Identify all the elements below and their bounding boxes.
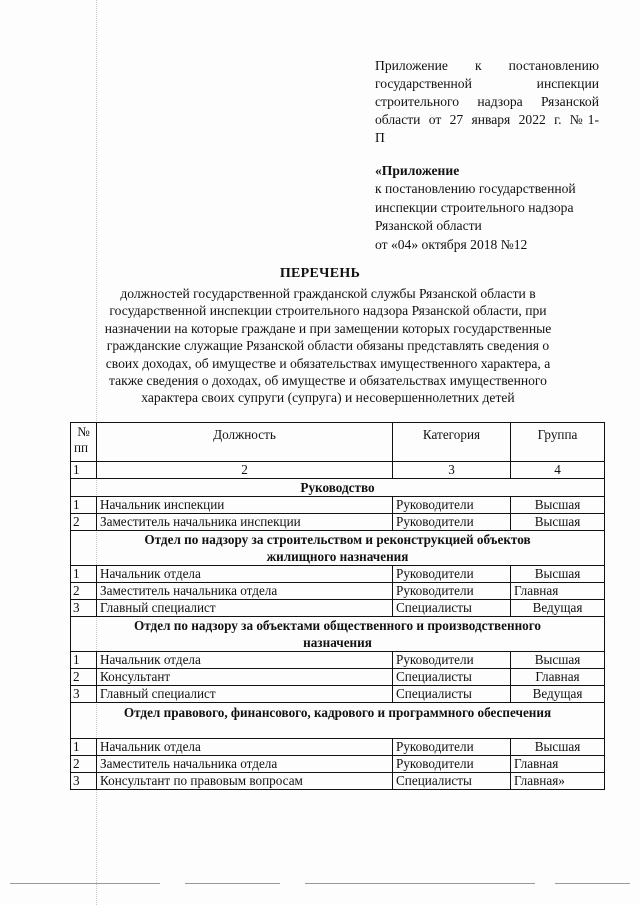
previous-appendix-title: «Приложение <box>375 163 460 178</box>
table-row <box>71 566 605 583</box>
table-header-row <box>71 423 605 462</box>
row-num: 2 <box>71 583 97 600</box>
row-position: Консультант <box>97 669 393 686</box>
section-row <box>71 617 605 652</box>
positions-table <box>70 422 605 790</box>
document-title: ПЕРЕЧЕНЬ <box>279 266 361 281</box>
row-category: Руководители <box>393 514 511 531</box>
section-row <box>71 531 605 566</box>
header-category: Категория <box>393 423 511 462</box>
previous-appendix-line: инспекции строительного надзора <box>375 199 574 215</box>
row-group: Главная <box>511 756 605 773</box>
row-group: Высшая <box>511 739 605 756</box>
section-title: Отдел по надзору за строительством и реконструкцией объектов жилищного назначения <box>71 531 605 566</box>
row-group: Ведущая <box>511 600 605 617</box>
row-num: 2 <box>71 514 97 531</box>
header-group: Группа <box>511 423 605 462</box>
row-category: Руководители <box>393 739 511 756</box>
subtitle-line: назначении на которые граждане и при замещении которых государственные <box>104 320 552 336</box>
row-category: Руководители <box>393 756 511 773</box>
header-position: Должность <box>97 423 393 462</box>
subtitle-line: характера своих супруги (супруга) и несовершеннолетних детей <box>141 390 515 406</box>
footer-rule <box>555 883 630 884</box>
row-group: Высшая <box>511 497 605 514</box>
row-group: Высшая <box>511 566 605 583</box>
subtitle-line: должностей государственной гражданской службы Рязанской области в <box>120 286 536 301</box>
row-group: Высшая <box>511 652 605 669</box>
appendix-line: государственной инспекции <box>375 76 599 91</box>
row-group: Главная <box>511 583 605 600</box>
table-index-row <box>71 462 605 479</box>
appendix-line: П <box>375 130 385 145</box>
row-position: Начальник отдела <box>97 566 393 583</box>
footer-rule <box>185 883 280 884</box>
appendix-line: строительного надзора Рязанской <box>375 94 599 109</box>
footer-rule <box>305 883 535 884</box>
header-num-line1: № <box>77 424 90 439</box>
table-row <box>71 497 605 514</box>
previous-appendix-line: от «04» октября 2018 №12 <box>375 236 528 252</box>
row-category: Руководители <box>393 652 511 669</box>
row-category: Руководители <box>393 566 511 583</box>
row-num: 1 <box>71 566 97 583</box>
previous-appendix-block <box>375 162 605 254</box>
row-category: Специалисты <box>393 600 511 617</box>
row-category: Руководители <box>393 497 511 514</box>
table-row <box>71 739 605 756</box>
row-position: Главный специалист <box>97 686 393 703</box>
section-row <box>71 479 605 497</box>
row-num: 3 <box>71 600 97 617</box>
row-position: Начальник отдела <box>97 739 393 756</box>
row-position: Начальник инспекции <box>97 497 393 514</box>
header-num <box>71 423 97 462</box>
row-category: Специалисты <box>393 686 511 703</box>
row-position: Заместитель начальника отдела <box>97 583 393 600</box>
index-cell: 3 <box>393 462 511 479</box>
row-group: Высшая <box>511 514 605 531</box>
index-cell: 1 <box>71 462 97 479</box>
row-num: 2 <box>71 756 97 773</box>
index-cell: 4 <box>511 462 605 479</box>
row-group: Главная» <box>511 773 605 790</box>
table-row <box>71 583 605 600</box>
section-title: Руководство <box>71 479 605 497</box>
row-position: Заместитель начальника отдела <box>97 756 393 773</box>
row-num: 1 <box>71 497 97 514</box>
section-title: Отдел по надзору за объектами общественного и производственного назначения <box>71 617 605 652</box>
row-category: Руководители <box>393 583 511 600</box>
row-group: Главная <box>511 669 605 686</box>
footer-rule <box>10 883 160 884</box>
table-row <box>71 600 605 617</box>
index-cell: 2 <box>97 462 393 479</box>
header-num-line2: пп <box>74 440 89 455</box>
previous-appendix-line: к постановлению государственной <box>375 181 576 197</box>
appendix-line: Приложение к постановлению <box>375 58 599 73</box>
subtitle-line: государственной инспекции строительного надзора Рязанской области, при <box>109 303 547 319</box>
row-position: Главный специалист <box>97 600 393 617</box>
subtitle-line: своих доходах, об имуществе и обязательствах имущественного характера, а <box>105 355 551 371</box>
section-title: Отдел правового, финансового, кадрового и программного обеспечения <box>71 703 605 739</box>
document-subtitle <box>76 285 580 407</box>
row-num: 3 <box>71 686 97 703</box>
row-num: 1 <box>71 652 97 669</box>
previous-appendix-line: Рязанской области <box>375 218 482 234</box>
section-row <box>71 703 605 739</box>
row-num: 1 <box>71 739 97 756</box>
subtitle-line: гражданские служащие Рязанской области обязаны представлять сведения о <box>106 338 550 354</box>
table-row <box>71 686 605 703</box>
table-row <box>71 514 605 531</box>
row-num: 3 <box>71 773 97 790</box>
table-row <box>71 669 605 686</box>
row-group: Ведущая <box>511 686 605 703</box>
row-category: Специалисты <box>393 773 511 790</box>
row-position: Начальник отдела <box>97 652 393 669</box>
row-position: Заместитель начальника инспекции <box>97 514 393 531</box>
subtitle-line: также сведения о доходах, об имуществе и обязательствах имущественного <box>109 373 547 389</box>
row-num: 2 <box>71 669 97 686</box>
table-row <box>71 773 605 790</box>
row-category: Специалисты <box>393 669 511 686</box>
row-position: Консультант по правовым вопросам <box>97 773 393 790</box>
appendix-line: области от 27 января 2022 г. №1- <box>375 112 599 127</box>
appendix-block <box>375 57 599 147</box>
table-row <box>71 652 605 669</box>
table-row <box>71 756 605 773</box>
